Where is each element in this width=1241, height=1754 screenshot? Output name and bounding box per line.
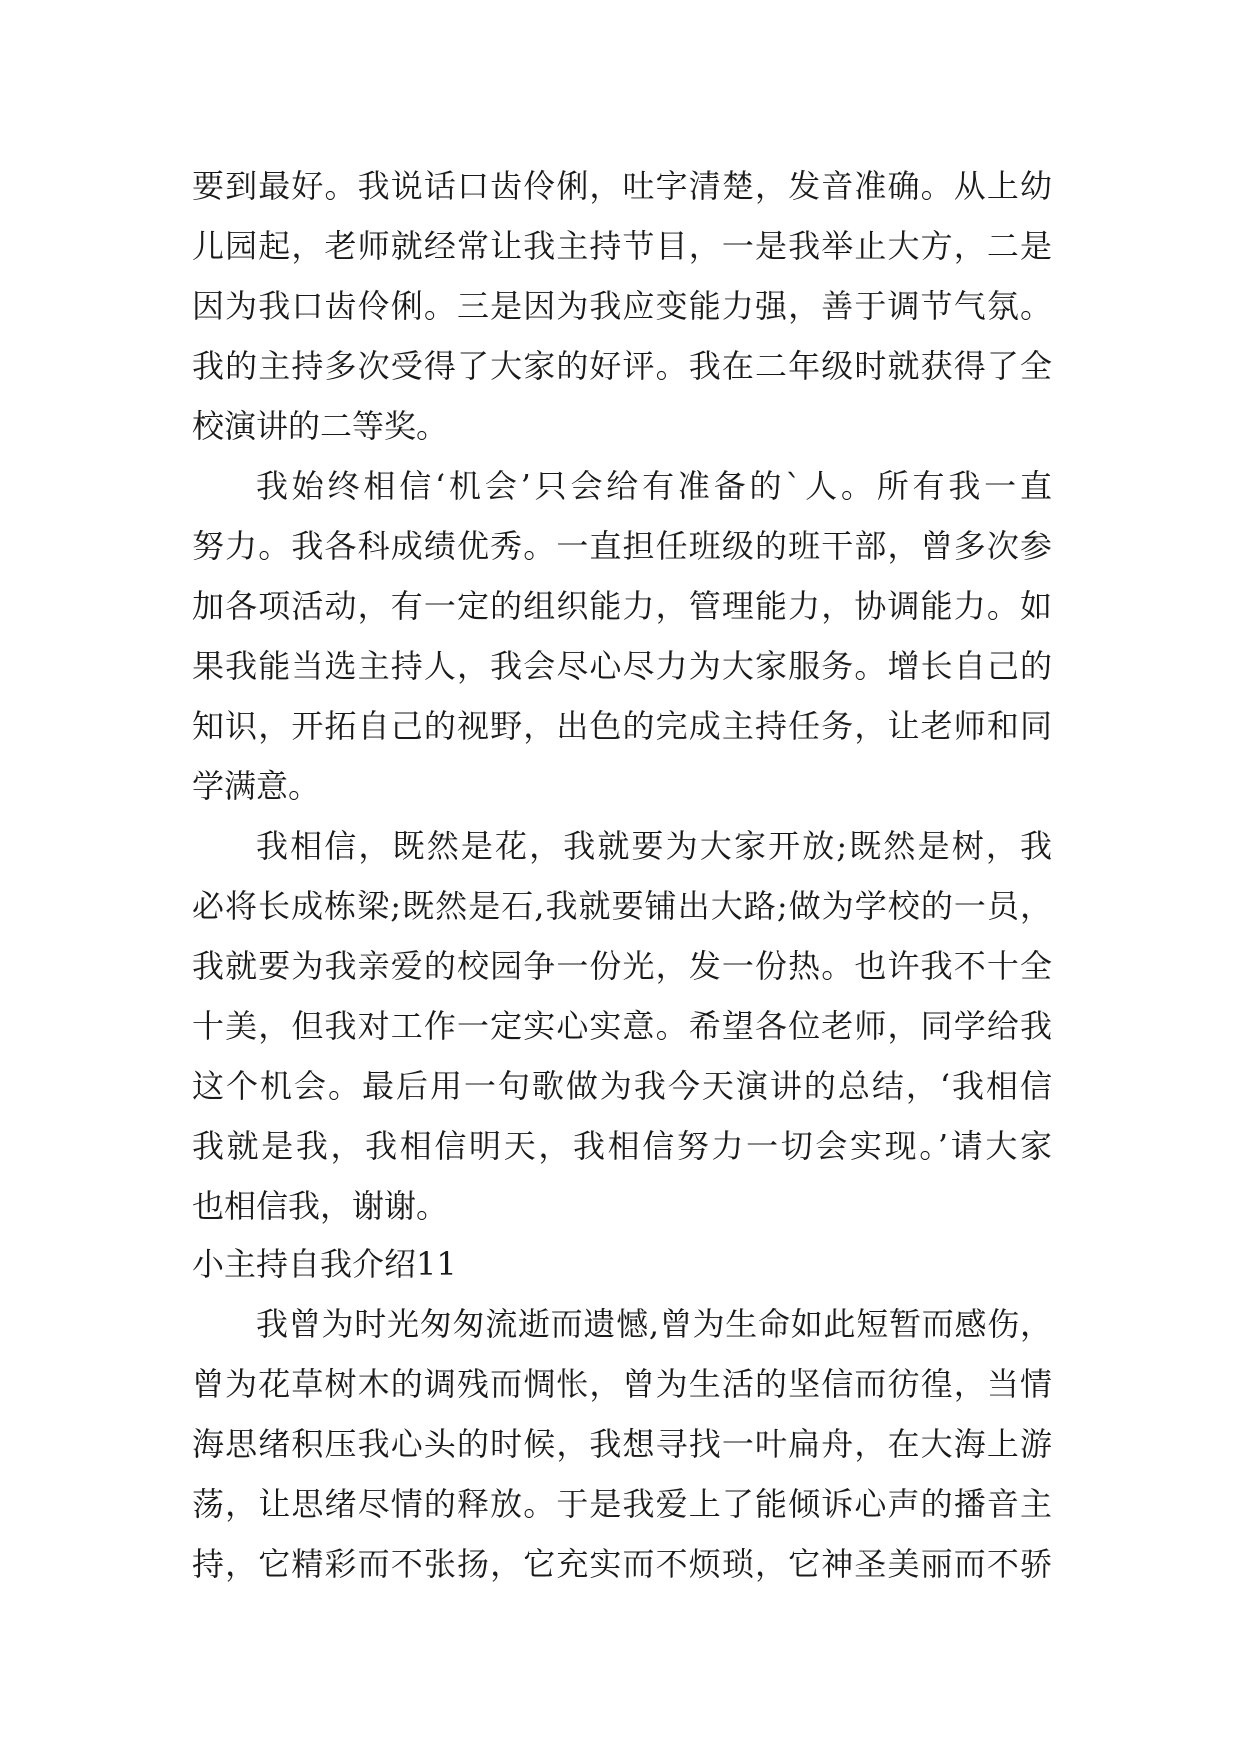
text-line: 荡，让思绪尽情的释放。于是我爱上了能倾诉心声的播音主 <box>192 1485 1052 1523</box>
text-line: 果我能当选主持人，我会尽心尽力为大家服务。增长自己的 <box>192 647 1052 685</box>
text-line: 持，它精彩而不张扬，它充实而不烦琐，它神圣美丽而不骄 <box>192 1545 1052 1583</box>
text-line: 也相信我，谢谢。 <box>192 1187 449 1225</box>
text-line: 这个机会。最后用一句歌做为我今天演讲的总结，‘我相信 <box>192 1067 1052 1105</box>
paragraph-first-line: 我相信，既然是花，我就要为大家开放;既然是树，我 <box>256 827 1052 865</box>
text-line: 因为我口齿伶俐。三是因为我应变能力强，善于调节气氛。 <box>192 287 1052 325</box>
text-line: 儿园起，老师就经常让我主持节目，一是我举止大方，二是 <box>192 227 1052 265</box>
text-line: 我就是我，我相信明天，我相信努力一切会实现。’请大家 <box>192 1127 1052 1165</box>
paragraph-first-line: 我始终相信‘机会’只会给有准备的`人。所有我一直 <box>256 467 1052 505</box>
text-line: 校演讲的二等奖。 <box>192 407 449 445</box>
text-line: 十美，但我对工作一定实心实意。希望各位老师，同学给我 <box>192 1007 1052 1045</box>
text-line: 我的主持多次受得了大家的好评。我在二年级时就获得了全 <box>192 347 1052 385</box>
paragraph-first-line: 我曾为时光匆匆流逝而遗憾,曾为生命如此短暂而感伤， <box>256 1305 1052 1343</box>
text-line: 知识，开拓自己的视野，出色的完成主持任务，让老师和同 <box>192 707 1052 745</box>
text-line: 加各项活动，有一定的组织能力，管理能力，协调能力。如 <box>192 587 1052 625</box>
text-line: 要到最好。我说话口齿伶俐，吐字清楚，发音准确。从上幼 <box>192 167 1052 205</box>
text-line: 必将长成栋梁;既然是石,我就要铺出大路;做为学校的一员， <box>192 887 1052 925</box>
text-line: 学满意。 <box>192 767 321 805</box>
text-line: 海思绪积压我心头的时候，我想寻找一叶扁舟，在大海上游 <box>192 1425 1052 1463</box>
text-line: 努力。我各科成绩优秀。一直担任班级的班干部，曾多次参 <box>192 527 1052 565</box>
text-line: 曾为花草树木的调残而惆怅，曾为生活的坚信而彷徨，当情 <box>192 1365 1052 1403</box>
text-line: 我就要为我亲爱的校园争一份光，发一份热。也许我不十全 <box>192 947 1052 985</box>
section-heading: 小主持自我介绍11 <box>192 1245 457 1283</box>
